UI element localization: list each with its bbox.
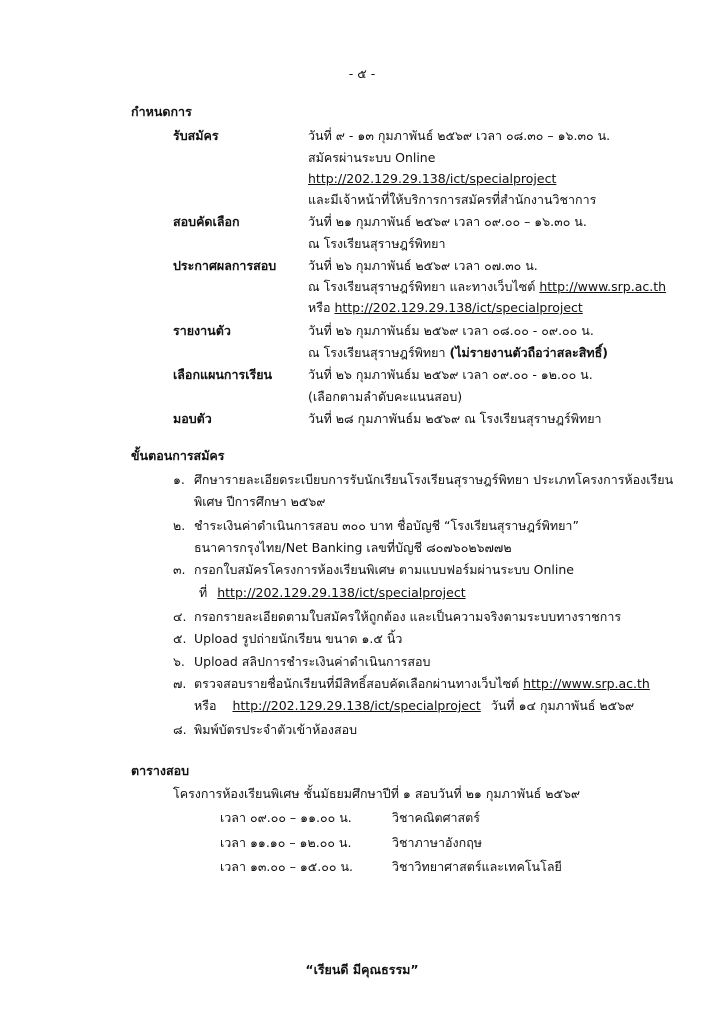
schedule-results-date: วันที่ ๒๖ กุมภาพันธ์ ๒๕๖๙ เวลา ๐๗.๓๐ น.	[308, 258, 538, 273]
schedule-exam-date: วันที่ ๒๑ กุมภาพันธ์ ๒๕๖๙ เวลา ๐๙.๐๐ – ๑๖.๓๐ น.	[308, 214, 587, 229]
exam-row-3-time: เวลา ๑๓.๐๐ – ๑๕.๐๐ น.	[220, 859, 353, 874]
schedule-enroll-date: วันที่ ๒๘ กุมภาพันธ์ม ๒๕๖๙ ณ โรงเรียนสุราษฎร์พิทยา	[308, 411, 602, 426]
step-7-or: หรือ	[194, 698, 217, 713]
step-1-text: ศึกษารายละเอียดระเบียบการรับนักเรียนโรงเรียนสุราษฎร์พิทยา ประเภทโครงการห้องเรียน	[194, 472, 674, 487]
step-4-number: ๔.	[173, 609, 187, 624]
schedule-apply-office: และมีเจ้าหน้าที่ให้บริการการสมัครที่สำนักงานวิชาการ	[308, 192, 597, 207]
schedule-apply-online: สมัครผ่านระบบ Online	[308, 150, 436, 165]
step-3-link[interactable]: http://202.129.29.138/ict/specialproject	[217, 585, 466, 600]
step-7-text: ตรวจสอบรายชื่อนักเรียนที่มีสิทธิ์สอบคัดเลือกผ่านทางเว็บไซต์	[194, 676, 520, 691]
exam-intro: โครงการห้องเรียนพิเศษ ชั้นมัธยมศึกษาปีที่ ๑ สอบวันที่ ๒๑ กุมภาพันธ์ ๒๕๖๙	[173, 786, 581, 801]
step-3-at: ที่	[199, 585, 208, 600]
schedule-label-apply: รับสมัคร	[173, 128, 219, 143]
page-number: - ๕ -	[348, 66, 376, 81]
schedule-results-alt-link[interactable]: http://202.129.29.138/ict/specialproject	[334, 300, 583, 315]
schedule-exam-place: ณ โรงเรียนสุราษฎร์พิทยา	[308, 236, 446, 251]
schedule-label-plan: เลือกแผนการเรียน	[173, 367, 273, 382]
schedule-label-exam: สอบคัดเลือก	[173, 214, 240, 229]
step-7-line	[194, 676, 650, 691]
step-2-text: ชำระเงินค่าดำเนินการสอบ ๓๐๐ บาท ชื่อบัญชี “โรงเรียนสุราษฎร์พิทยา”	[194, 518, 579, 533]
step-2-bank: ธนาคารกรุงไทย/Net Banking เลขที่บัญชี ๘๐๗๖๐๒๖๗๗๒	[194, 540, 512, 555]
step-7-site-link[interactable]: http://www.srp.ac.th	[523, 676, 650, 691]
step-7-number: ๗.	[173, 676, 187, 691]
schedule-report-line	[308, 345, 608, 360]
schedule-apply-date: วันที่ ๙ - ๑๓ กุมภาพันธ์ ๒๕๖๙ เวลา ๐๘.๓๐ – ๑๖.๓๐ น.	[308, 128, 611, 143]
schedule-report-warning: (ไม่รายงานตัวถือว่าสละสิทธิ์)	[449, 345, 608, 360]
exam-row-2-time: เวลา ๑๑.๑๐ – ๑๒.๐๐ น.	[220, 835, 352, 850]
step-8-number: ๘.	[173, 722, 187, 737]
schedule-label-enroll: มอบตัว	[173, 411, 212, 426]
step-7-alt-link[interactable]: http://202.129.29.138/ict/specialproject	[232, 698, 481, 713]
step-1-number: ๑.	[173, 472, 185, 487]
step-5-text: Upload รูปถ่ายนักเรียน ขนาด ๑.๕ นิ้ว	[194, 631, 403, 646]
steps-heading: ขั้นตอนการสมัคร	[131, 448, 225, 463]
schedule-report-date: วันที่ ๒๖ กุมภาพันธ์ม ๒๕๖๙ เวลา ๐๘.๐๐ - ๐๙.๐๐ น.	[308, 323, 594, 338]
schedule-results-line	[308, 279, 666, 294]
step-6-number: ๖.	[173, 654, 185, 669]
step-5-number: ๕.	[173, 631, 187, 646]
step-6-text: Upload สลิปการชำระเงินค่าดำเนินการสอบ	[194, 654, 431, 669]
schedule-heading: กำหนดการ	[131, 104, 192, 119]
schedule-results-alt-line	[308, 300, 583, 315]
step-4-text: กรอกรายละเอียดตามใบสมัครให้ถูกต้อง และเป็นความจริงตามระบบทางราชการ	[194, 609, 622, 624]
schedule-label-report: รายงานตัว	[173, 323, 231, 338]
schedule-label-results: ประกาศผลการสอบ	[173, 258, 277, 273]
exam-row-1-subject: วิชาคณิตศาสตร์	[392, 810, 481, 825]
exam-row-3-subject: วิชาวิทยาศาสตร์และเทคโนโลยี	[392, 859, 562, 874]
schedule-plan-date: วันที่ ๒๖ กุมภาพันธ์ม ๒๕๖๙ เวลา ๐๙.๐๐ - ๑๒.๐๐ น.	[308, 367, 593, 382]
schedule-plan-note: (เลือกตามลำดับคะแนนสอบ)	[308, 389, 463, 404]
schedule-results-or: หรือ	[308, 300, 331, 315]
step-7-alt-line	[194, 698, 634, 713]
step-3-text: กรอกใบสมัครโครงการห้องเรียนพิเศษ ตามแบบฟอร์มผ่านระบบ Online	[194, 562, 574, 577]
step-7-date: วันที่ ๑๔ กุมภาพันธ์ ๒๕๖๙	[490, 698, 635, 713]
schedule-apply-link[interactable]: http://202.129.29.138/ict/specialproject	[308, 171, 557, 186]
exam-row-1-time: เวลา ๐๙.๐๐ – ๑๑.๐๐ น.	[220, 810, 352, 825]
step-3-number: ๓.	[173, 562, 186, 577]
schedule-results-site-link[interactable]: http://www.srp.ac.th	[539, 279, 667, 294]
schedule-report-place: ณ โรงเรียนสุราษฎร์พิทยา	[308, 345, 446, 360]
step-3-link-line	[199, 585, 466, 600]
schedule-results-place: ณ โรงเรียนสุราษฎร์พิทยา และทางเว็บไซต์	[308, 279, 536, 294]
footer-motto: “เรียนดี มีคุณธรรม”	[305, 962, 419, 977]
step-8-text: พิมพ์บัตรประจำตัวเข้าห้องสอบ	[194, 722, 358, 737]
step-2-number: ๒.	[173, 518, 186, 533]
exam-row-2-subject: วิชาภาษาอังกฤษ	[392, 835, 483, 850]
exam-heading: ตารางสอบ	[131, 763, 190, 778]
step-1-text-cont: พิเศษ ปีการศึกษา ๒๕๖๙	[194, 494, 326, 509]
